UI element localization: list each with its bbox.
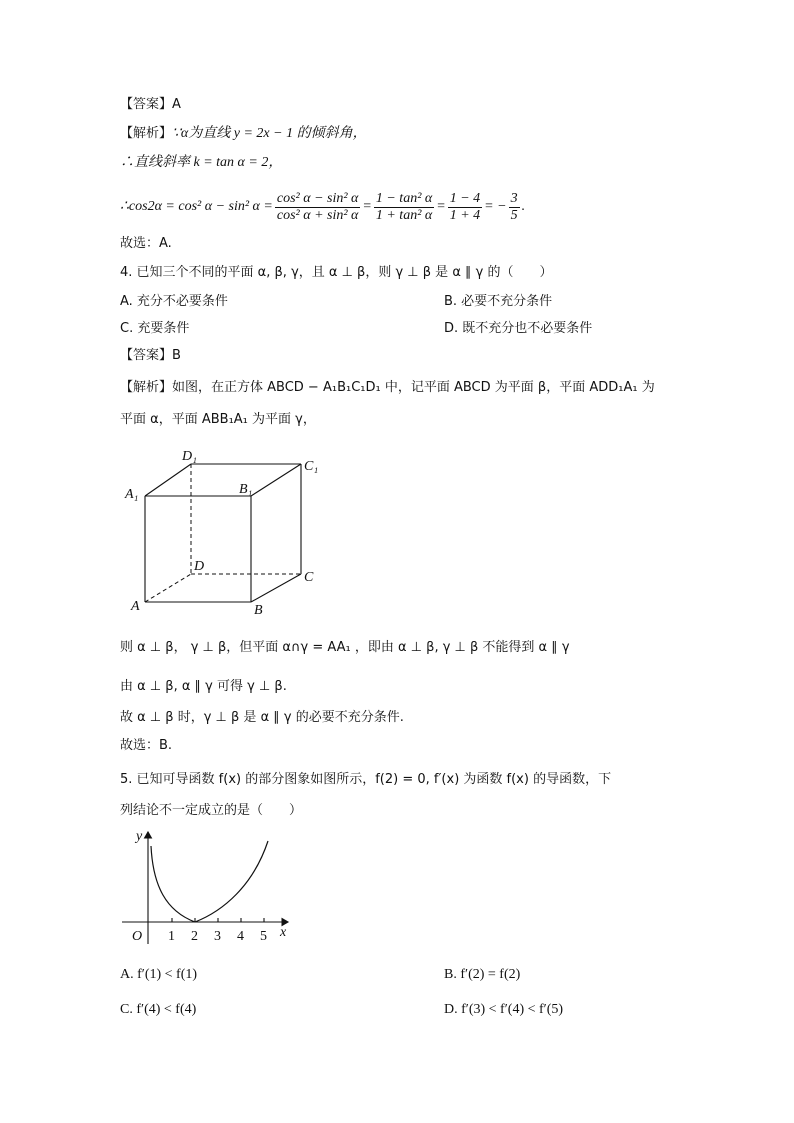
slope-line: ∴直线斜率 k = tan α = 2， — [120, 155, 283, 170]
q5-option-d[interactable]: D. f′(3) < f′(4) < f′(5) — [444, 1002, 564, 1017]
tick-label: 5 — [260, 929, 267, 944]
tick-label: 3 — [214, 929, 221, 944]
q5-option-b[interactable]: B. f′(2) = f(2) — [444, 967, 521, 982]
label-b: B — [254, 603, 263, 618]
origin-label: O — [132, 929, 143, 944]
fraction-1: $\frac{\text{cos² α − sin² α}}{\text{cos² α + sin² α}}$ — [276, 190, 359, 223]
q4-after-line3: 故 α ⊥ β 时，γ ⊥ β 是 α ∥ γ 的必要不充分条件. — [120, 710, 404, 725]
function-curve — [151, 841, 268, 922]
label-c: C — [304, 570, 314, 585]
label-b1: B₁ — [239, 482, 253, 497]
fraction-4: $\frac{3}{5}$ — [510, 190, 518, 223]
analysis-label: 【解析】 — [120, 126, 173, 141]
q5-option-c[interactable]: C. f′(4) < f(4) — [120, 1002, 197, 1017]
q5-stem-line2: 列结论不一定成立的是（ ） — [120, 803, 303, 818]
analysis-line — [120, 124, 367, 143]
q4-stem: 4. 已知三个不同的平面 α, β, γ，且 α ⊥ β，则 γ ⊥ β 是 α ∥ γ 的（ ） — [120, 265, 553, 280]
q4-option-c[interactable]: C. 充要条件 — [120, 321, 190, 336]
answer-label: 【答案】A — [120, 97, 181, 112]
q4-answer-label: 【答案】B — [120, 348, 181, 363]
label-c1: C₁ — [304, 459, 319, 474]
fraction-3: $\frac{1 - 4}{1 + 4}$ — [449, 190, 481, 223]
q4-conclusion: 故选：B. — [120, 738, 173, 753]
label-d1: D₁ — [182, 449, 197, 464]
x-axis-label: x — [280, 925, 287, 940]
q5-option-a[interactable]: A. f′(1) < f(1) — [120, 967, 198, 982]
fraction-2: $\frac{\text{1 − tan² α}}{\text{1 + tan² α}}$ — [375, 190, 433, 223]
function-graph — [118, 826, 298, 950]
q4-option-a[interactable]: A. 充分不必要条件 — [120, 294, 228, 309]
y-axis-label: y — [136, 829, 143, 844]
cos2a-equation: ∴cos2α = cos² α − sin² α = $\frac{\text{cos² α − sin² α}}{\text{cos² α + sin² α}}$ = $\frac{\text{1 − tan² α}}{\text{1 + tan² α}}$ = $\frac{1 - 4}{1 + 4}$ = − $\frac{3}{5}$ . — [120, 190, 526, 223]
label-d: D — [194, 559, 205, 574]
cube-figure — [118, 446, 328, 618]
q4-option-d[interactable]: D. 既不充分也不必要条件 — [444, 321, 593, 336]
equation-prefix: ∴cos2α = cos² α − sin² α = — [120, 199, 273, 214]
q4-after-line2: 由 α ⊥ β, α ∥ γ 可得 γ ⊥ β. — [120, 679, 287, 694]
tick-label: 1 — [168, 929, 175, 944]
tick-label: 4 — [237, 929, 244, 944]
tick-label: 2 — [191, 929, 198, 944]
analysis-text: ∵α为直线 y = 2x − 1 的倾斜角， — [172, 126, 367, 141]
q4-option-b[interactable]: B. 必要不充分条件 — [444, 294, 553, 309]
label-a1: A₁ — [125, 487, 139, 502]
q4-analysis-line2: 平面 α，平面 ABB₁A₁ 为平面 γ， — [120, 412, 316, 427]
q4-after-line1: 则 α ⊥ β， γ ⊥ β，但平面 α∩γ = AA₁ ，即由 α ⊥ β, γ ⊥ β 不能得到 α ∥ γ — [120, 640, 570, 655]
q3-conclusion: 故选：A. — [120, 236, 172, 251]
q4-analysis-line1: 【解析】如图，在正方体 ABCD − A₁B₁C₁D₁ 中，记平面 ABCD 为平面 β，平面 ADD₁A₁ 为 — [120, 380, 655, 395]
label-a: A — [131, 599, 140, 614]
q5-stem-line1: 5. 已知可导函数 f(x) 的部分图象如图所示，f(2) = 0, f′(x) 为函数 f(x) 的导函数，下 — [120, 772, 612, 787]
